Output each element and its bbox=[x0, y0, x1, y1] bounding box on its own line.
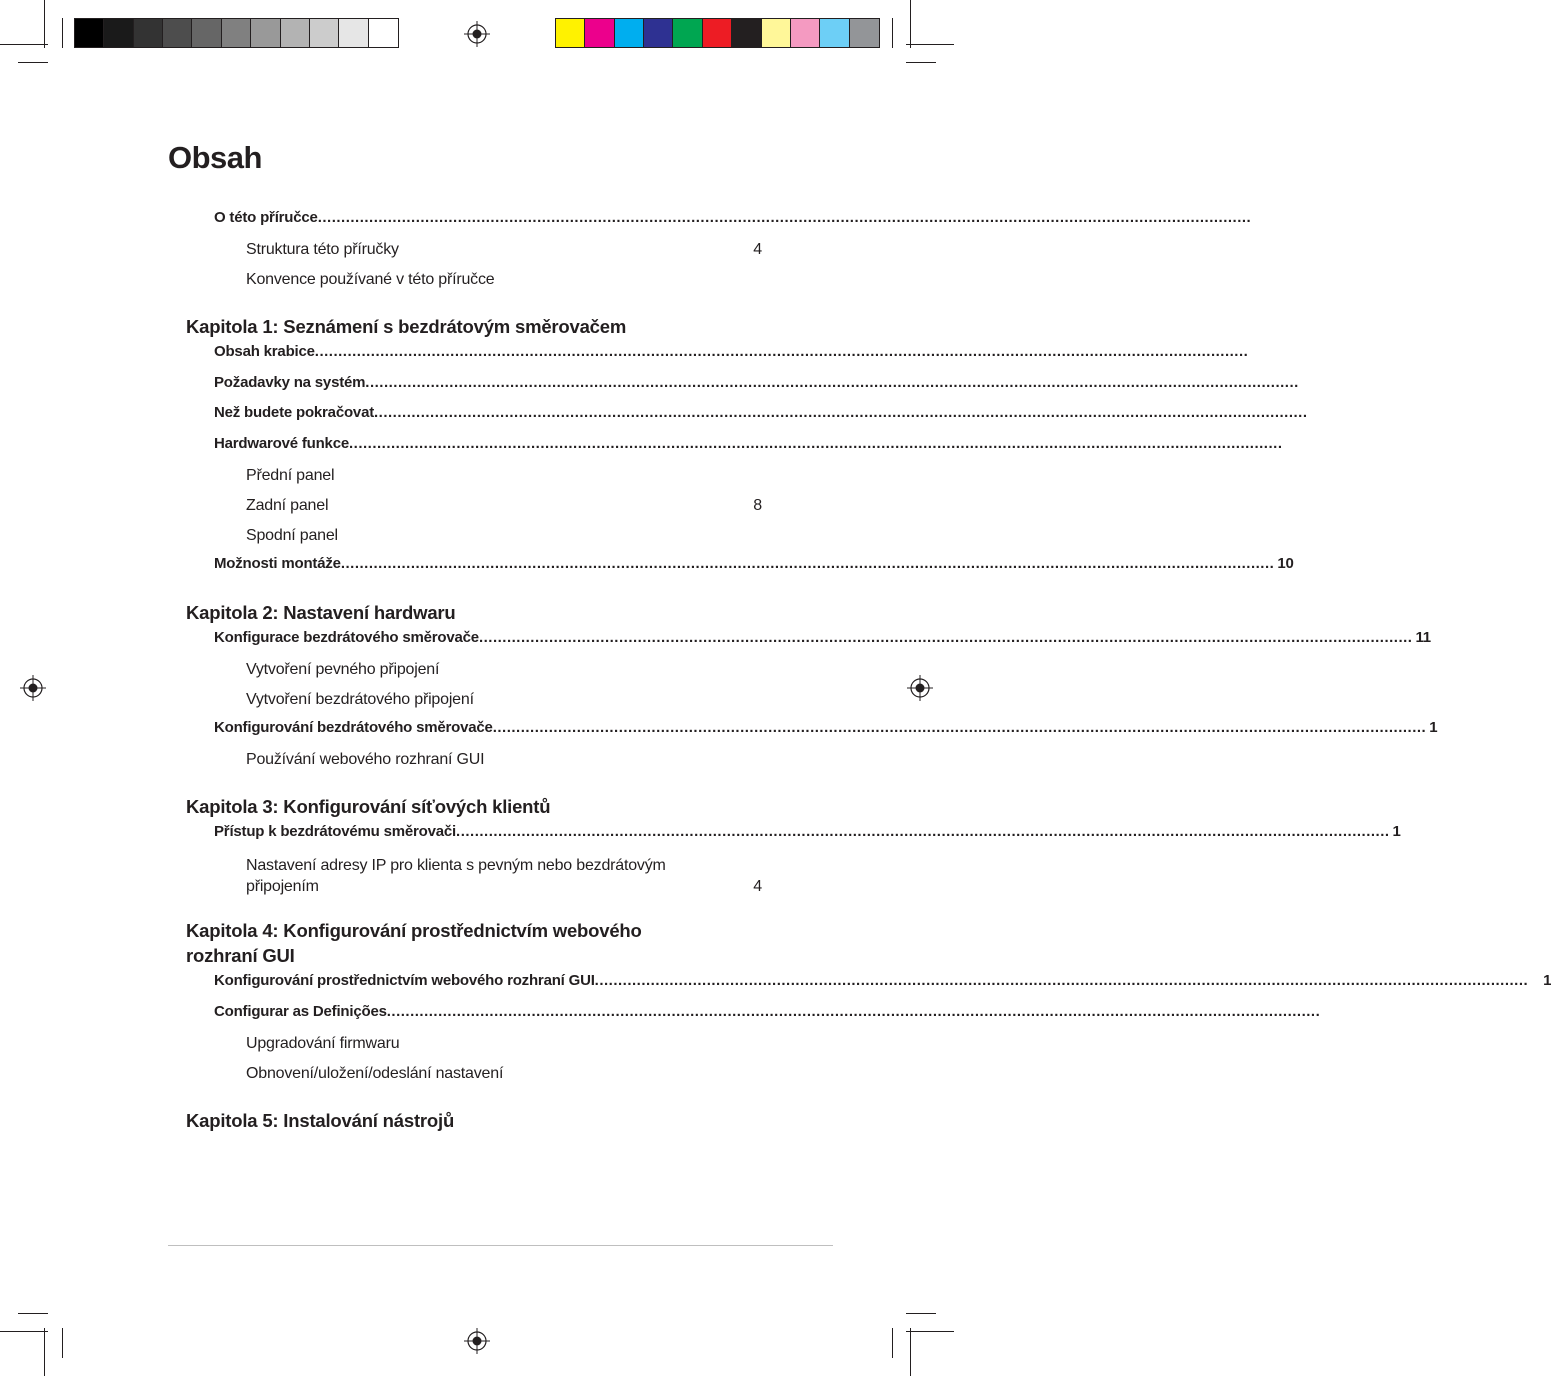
toc-chapter-heading[interactable]: Kapitola 2: Nastavení hardwaru bbox=[186, 602, 456, 623]
color-swatch bbox=[310, 19, 339, 47]
toc-leader-dots: ........................................................................................................................................................................................................ bbox=[478, 629, 1413, 646]
toc-page-number: 8 bbox=[753, 497, 762, 514]
color-swatch bbox=[703, 19, 732, 47]
registration-mark-icon bbox=[464, 21, 490, 47]
toc-section[interactable] bbox=[214, 209, 1252, 226]
color-swatch bbox=[791, 19, 820, 47]
toc-section[interactable] bbox=[214, 374, 1299, 391]
toc-leader-dots: ........................................................................................................................................................................................................ bbox=[314, 343, 1249, 360]
toc-subsection[interactable] bbox=[246, 751, 762, 769]
toc-section[interactable] bbox=[214, 1003, 1321, 1020]
toc-chapter-heading[interactable]: Kapitola 1: Seznámení s bezdrátovým směrovačem bbox=[186, 316, 627, 337]
toc-section-label: Konfigurování prostřednictvím webového rozhraní GUI bbox=[214, 972, 595, 989]
toc-section[interactable] bbox=[214, 555, 1294, 572]
color-swatch bbox=[762, 19, 791, 47]
toc-section-label: Požadavky na systém bbox=[214, 374, 366, 391]
footer-divider bbox=[168, 1245, 833, 1246]
registration-mark-icon bbox=[464, 1328, 490, 1354]
toc-section[interactable] bbox=[214, 404, 1308, 421]
toc-section-label: Přístup k bezdrátovému směrovači bbox=[214, 823, 457, 840]
toc-leader-dots: ........................................................................................................................................................................................................ bbox=[348, 435, 1283, 452]
color-swatch bbox=[615, 19, 644, 47]
toc-subsection[interactable] bbox=[246, 1065, 762, 1083]
color-swatch bbox=[192, 19, 221, 47]
color-swatch bbox=[732, 19, 761, 47]
color-swatch bbox=[104, 19, 133, 47]
color-swatch bbox=[556, 19, 585, 47]
color-swatch bbox=[585, 19, 614, 47]
color-swatch bbox=[644, 19, 673, 47]
toc-section-label: Než budete pokračovat bbox=[214, 404, 375, 421]
toc-leader-dots: ........................................................................................................................................................................................................ bbox=[594, 972, 1529, 989]
toc-subsection-label: Upgradování firmwaru bbox=[246, 1035, 400, 1052]
color-swatch bbox=[75, 19, 104, 47]
toc-page-number: 1 bbox=[1543, 972, 1551, 989]
toc-page-number: 10 bbox=[1277, 555, 1294, 572]
toc-subsection[interactable] bbox=[246, 497, 762, 515]
toc-page-number: 11 bbox=[1415, 629, 1431, 646]
toc-section-label: Možnosti montáže bbox=[214, 555, 341, 572]
color-swatch bbox=[369, 19, 398, 47]
toc-section[interactable] bbox=[214, 343, 1249, 360]
toc-leader-dots: ........................................................................................................................................................................................................ bbox=[374, 404, 1308, 421]
process-color-bar bbox=[555, 18, 880, 48]
toc-section[interactable] bbox=[214, 972, 1551, 989]
toc-section-label: Konfigurace bezdrátového směrovače bbox=[214, 629, 479, 646]
toc-section-label: Hardwarové funkce bbox=[214, 435, 349, 452]
color-swatch bbox=[163, 19, 192, 47]
toc-section-label: O této příručce bbox=[214, 209, 318, 226]
toc-subsection[interactable] bbox=[246, 527, 762, 545]
toc-subsection-label: Vytvoření bezdrátového připojení bbox=[246, 691, 474, 708]
toc-subsection-label: Obnovení/uložení/odeslání nastavení bbox=[246, 1065, 504, 1082]
toc-section[interactable] bbox=[214, 629, 1431, 646]
toc-section[interactable] bbox=[214, 435, 1283, 452]
toc-subsection-label: Konvence používané v této příručce bbox=[246, 271, 495, 288]
toc-leader-dots: ........................................................................................................................................................................................................ bbox=[365, 374, 1299, 391]
color-swatch bbox=[673, 19, 702, 47]
toc-subsection[interactable] bbox=[246, 855, 762, 897]
color-swatch bbox=[281, 19, 310, 47]
color-swatch bbox=[339, 19, 368, 47]
toc-chapter-heading[interactable]: Kapitola 4: Konfigurování prostřednictvím webového rozhraní GUI bbox=[186, 920, 642, 966]
registration-mark-icon bbox=[20, 675, 46, 701]
toc-section[interactable] bbox=[214, 719, 1438, 736]
toc-page-number: 4 bbox=[753, 878, 762, 895]
toc-subsection-label: Spodní panel bbox=[246, 527, 338, 544]
toc-leader-dots: ........................................................................................................................................................................................................ bbox=[492, 719, 1427, 736]
toc-page-number: 1 bbox=[1429, 719, 1438, 736]
toc-subsection[interactable] bbox=[246, 271, 762, 289]
toc-page-number: 1 bbox=[1392, 823, 1401, 840]
toc-section-label: Configurar as Definições bbox=[214, 1003, 387, 1020]
toc-subsection-label: Používání webového rozhraní GUI bbox=[246, 751, 485, 768]
toc-subsection[interactable] bbox=[246, 661, 762, 679]
toc-leader-dots: ........................................................................................................................................................................................................ bbox=[317, 209, 1252, 226]
toc-subsection-label: Nastavení adresy IP pro klienta s pevným nebo bezdrátovým připojením bbox=[246, 857, 666, 895]
color-swatch bbox=[820, 19, 849, 47]
toc-subsection[interactable] bbox=[246, 691, 762, 709]
color-swatch bbox=[134, 19, 163, 47]
toc-leader-dots: ........................................................................................................................................................................................................ bbox=[386, 1003, 1321, 1020]
toc-subsection[interactable] bbox=[246, 241, 762, 259]
toc-section-label: Obsah krabice bbox=[214, 343, 315, 360]
toc-subsection-label: Struktura této příručky bbox=[246, 241, 399, 258]
toc-subsection-label: Přední panel bbox=[246, 467, 335, 484]
toc-section-label: Konfigurování bezdrátového směrovače bbox=[214, 719, 493, 736]
color-swatch bbox=[850, 19, 879, 47]
toc-section[interactable] bbox=[214, 823, 1401, 840]
toc-chapter-heading[interactable]: Kapitola 3: Konfigurování síťových klientů bbox=[186, 796, 551, 817]
toc-chapter-heading[interactable]: Kapitola 5: Instalování nástrojů bbox=[186, 1110, 455, 1131]
registration-mark-icon bbox=[907, 675, 933, 701]
toc-subsection[interactable] bbox=[246, 467, 762, 485]
grayscale-color-bar bbox=[74, 18, 399, 48]
color-swatch bbox=[251, 19, 280, 47]
color-swatch bbox=[222, 19, 251, 47]
toc-subsection-label: Zadní panel bbox=[246, 497, 329, 514]
toc-leader-dots: ........................................................................................................................................................................................................ bbox=[340, 555, 1275, 572]
toc-subsection[interactable] bbox=[246, 1035, 762, 1053]
toc-leader-dots: ........................................................................................................................................................................................................ bbox=[456, 823, 1390, 840]
toc-subsection-label: Vytvoření pevného připojení bbox=[246, 661, 440, 678]
page-title: Obsah bbox=[168, 140, 262, 175]
toc-page-number: 4 bbox=[753, 241, 762, 258]
